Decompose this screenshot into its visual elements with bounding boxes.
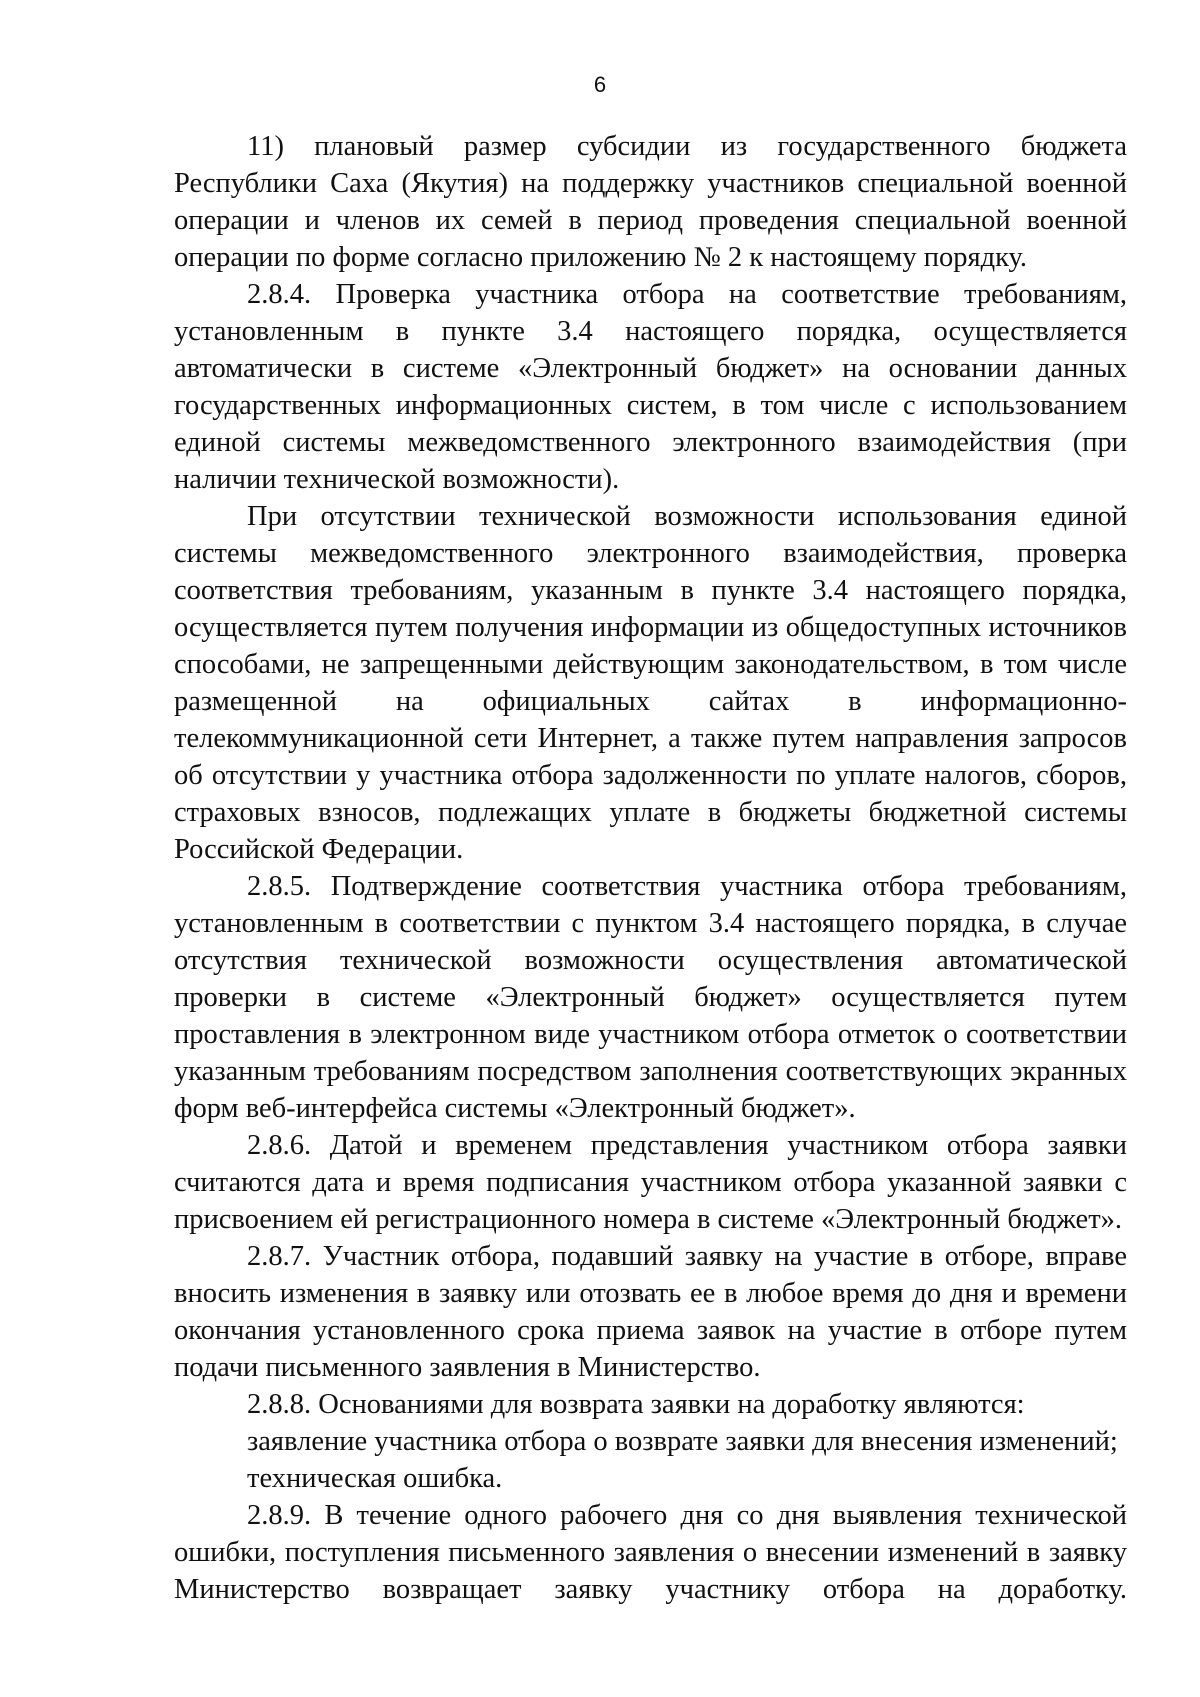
paragraph-item-11: 11) плановый размер субсидии из государственного бюджета Республики Саха (Якутия) на поддержку участников специальной военной операции и членов их семей в период проведения специальной военной операции по форме согласно приложению № 2 к настоящему порядку. <box>174 131 1127 273</box>
paragraph-2-8-8: 2.8.8. Основаниями для возврата заявки на доработку являются: <box>247 1389 1025 1420</box>
paragraph-no-technical-possibility: При отсутствии технической возможности использования единой системы межведомственного электронного взаимодействия, проверка соответствия требованиям, указанным в пункте 3.4 настоящего порядка, осуществляется путем получения информации из общедоступных источников способами, не запрещенными действующим законодательством, в том числе размещенной на официальных сайтах в информационно-телекоммуникационной сети Интернет, а также путем направления запросов об отсутствии у участника отбора задолженности по уплате налогов, сборов, страховых взносов, подлежащих уплате в бюджеты бюджетной системы Российской Федерации. <box>174 501 1127 865</box>
paragraph-2-8-9: 2.8.9. В течение одного рабочего дня со дня выявления технической ошибки, поступления письменного заявления о внесении изменений в заявку Министерство возвращает заявку участнику отбора на доработку. <box>174 1500 1127 1605</box>
paragraph-return-reason-error: техническая ошибка. <box>247 1463 503 1494</box>
paragraph-2-8-5: 2.8.5. Подтверждение соответствия участника отбора требованиям, установленным в соответствии с пунктом 3.4 настоящего порядка, в случае отсутствия технической возможности осуществления автоматической проверки в системе «Электронный бюджет» осуществляется путем проставления в электронном виде участником отбора отметок о соответствии указанным требованиям посредством заполнения соответствующих экранных форм веб-интерфейса системы «Электронный бюджет». <box>174 871 1127 1124</box>
document-body <box>174 128 1127 1608</box>
page-number: 6 <box>593 72 607 97</box>
paragraph-2-8-7: 2.8.7. Участник отбора, подавший заявку на участие в отборе, вправе вносить изменения в заявку или отозвать ее в любое время до дня и времени окончания установленного срока приема заявок на участие в отборе путем подачи письменного заявления в Министерство. <box>174 1241 1127 1383</box>
paragraph-2-8-4: 2.8.4. Проверка участника отбора на соответствие требованиям, установленным в пункте 3.4 настоящего порядка, осуществляется автоматически в системе «Электронный бюджет» на основании данных государственных информационных систем, в том числе с использованием единой системы межведомственного электронного взаимодействия (при наличии технической возможности). <box>174 279 1127 495</box>
paragraph-2-8-6: 2.8.6. Датой и временем представления участником отбора заявки считаются дата и время подписания участником отбора указанной заявки с присвоением ей регистрационного номера в системе «Электронный бюджет». <box>174 1130 1127 1235</box>
paragraph-return-reason-request: заявление участника отбора о возврате заявки для внесения изменений; <box>247 1426 1118 1457</box>
